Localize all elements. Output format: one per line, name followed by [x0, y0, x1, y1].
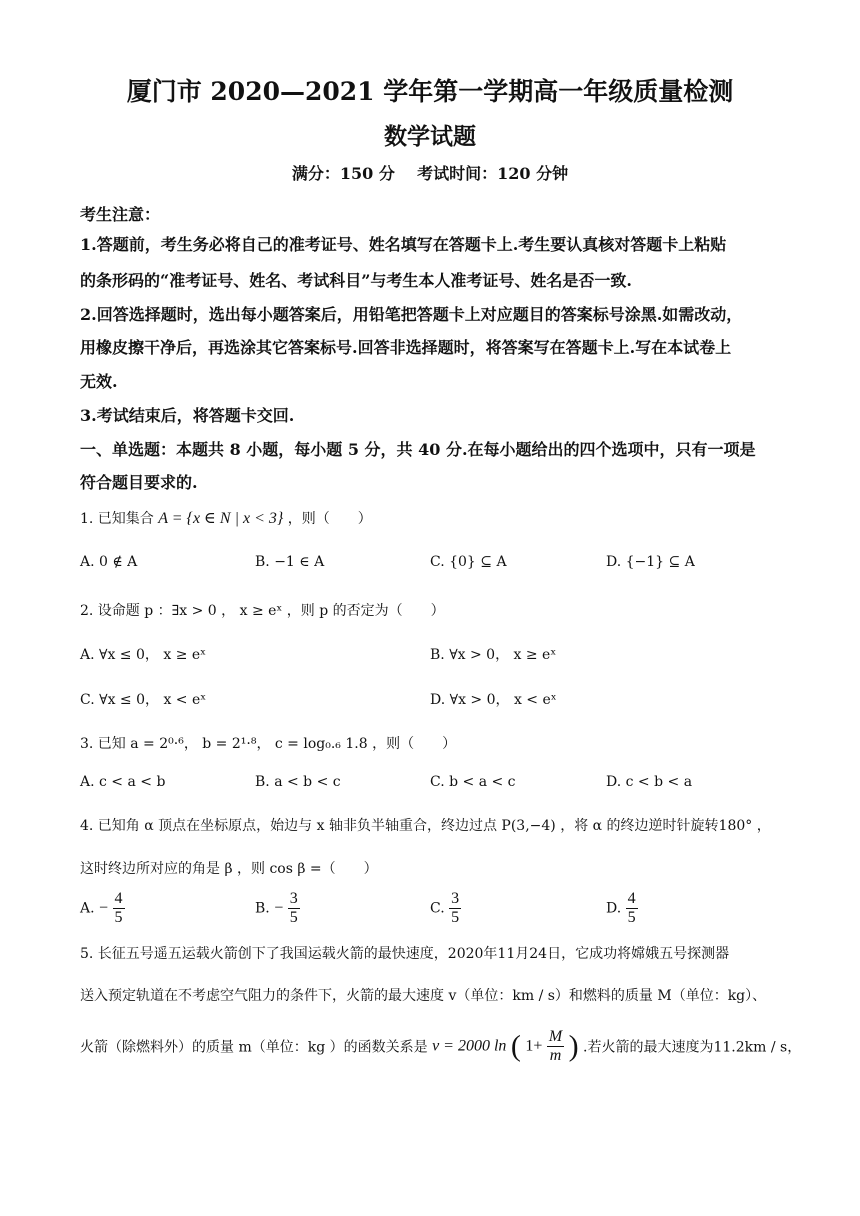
fraction: $\frac{M}{m}$ — [548, 1028, 563, 1064]
question-4-option-a: A. − $\frac{4}{5}$ — [80, 890, 123, 926]
question-4-option-b: B. − $\frac{3}{5}$ — [255, 890, 298, 926]
question-3-option-c: C. b < a < c — [430, 774, 516, 790]
fraction: $\frac{4}{5}$ — [627, 890, 636, 926]
question-2-option-b: B. ∀x > 0， x ≥ eˣ — [430, 647, 557, 663]
question-4-option-d: D. $\frac{4}{5}$ — [606, 890, 636, 926]
fraction: $\frac{3}{5}$ — [451, 890, 460, 926]
question-4-option-c: C. $\frac{3}{5}$ — [430, 890, 460, 926]
question-2-stem: 2. 设命题 p ：∃x > 0 ， x ≥ eˣ ，则 p 的否定为（ ） — [80, 603, 445, 619]
notice-item-3: 3.考试结束后，将答题卡交回. — [80, 406, 295, 425]
exam-subject: 数学试题 — [384, 123, 476, 150]
notice-item-1-line-1: 1.答题前，考生务必将自己的准考证号、姓名填写在答题卡上.考生要认真核对答题卡上粘贴 — [80, 235, 727, 254]
question-1-option-c: C. {0} ⊆ A — [430, 554, 507, 570]
question-1-option-d: D. {−1} ⊆ A — [606, 554, 695, 570]
left-paren: ( — [510, 1029, 521, 1063]
question-3-option-d: D. c < b < a — [606, 774, 693, 790]
question-3-option-b: B. a < b < c — [255, 774, 341, 790]
score-time-line: 满分：150 分 考试时间：120 分钟 — [291, 164, 569, 183]
notice-item-2-line-3: 无效. — [80, 372, 118, 391]
fraction: $\frac{4}{5}$ — [114, 890, 123, 926]
section-1-heading-line-2: 符合题目要求的. — [80, 473, 198, 492]
question-1-stem: 1. 已知集合 A = {x ∈ N | x < 3} ，则（ ） — [80, 510, 372, 527]
fraction: $\frac{3}{5}$ — [289, 890, 298, 926]
question-5-line-1: 5. 长征五号遥五运载火箭创下了我国运载火箭的最快速度，2020年11月24日，它成功将嫦娥五号探测器 — [80, 946, 730, 962]
section-1-heading-line-1: 一、单选题：本题共 8 小题，每小题 5 分，共 40 分.在每小题给出的四个选项中，只有一项是 — [80, 440, 756, 459]
one-plus: 1+ — [525, 1037, 543, 1055]
question-3-stem: 3. 已知 a = 2⁰·⁶， b = 2¹·⁸， c = log₀.₆ 1.8 ，则（ ） — [80, 736, 457, 752]
question-5-line-2: 送入预定轨道在不考虑空气阻力的条件下，火箭的最大速度 v（单位：km / s）和燃料的质量 M（单位：kg）、 — [80, 988, 767, 1004]
question-2-option-c: C. ∀x ≤ 0， x < eˣ — [80, 692, 207, 708]
question-4-stem-line-2: 这时终边所对应的角是 β ，则 cos β =（ ） — [80, 861, 378, 877]
question-2-option-d: D. ∀x > 0， x < eˣ — [430, 692, 557, 708]
question-3-option-a: A. c < a < b — [80, 774, 166, 790]
question-1-option-b: B. −1 ∈ A — [255, 554, 325, 570]
question-5-line-3: 火箭（除燃料外）的质量 m（单位：kg ）的函数关系是 v = 2000 ln ( 1+ $\frac{M}{m}$ ) .若火箭的最大速度为11.2km / s， — [80, 1028, 802, 1064]
right-paren: ) — [568, 1029, 579, 1063]
question-4-stem-line-1: 4. 已知角 α 顶点在坐标原点，始边与 x 轴非负半轴重合，终边过点 P(3,−4) ，将 α 的终边逆时针旋转180° ， — [80, 818, 771, 834]
notice-item-2-line-1: 2.回答选择题时，选出每小题答案后，用铅笔把答题卡上对应题目的答案标号涂黑.如需改动， — [80, 305, 743, 324]
exam-title: 厦门市 2020—2021 学年第一学期高一年级质量检测 — [126, 77, 734, 106]
question-1-option-a: A. 0 ∉ A — [80, 554, 138, 570]
question-2-option-a: A. ∀x ≤ 0， x ≥ eˣ — [80, 647, 207, 663]
notice-heading: 考生注意： — [80, 205, 161, 224]
notice-item-2-line-2: 用橡皮擦干净后，再选涂其它答案标号.回答非选择题时，将答案写在答题卡上.写在本试卷上 — [80, 338, 732, 357]
notice-item-1-line-2: 的条形码的“准考证号、姓名、考试科目”与考生本人准考证号、姓名是否一致. — [80, 271, 632, 290]
